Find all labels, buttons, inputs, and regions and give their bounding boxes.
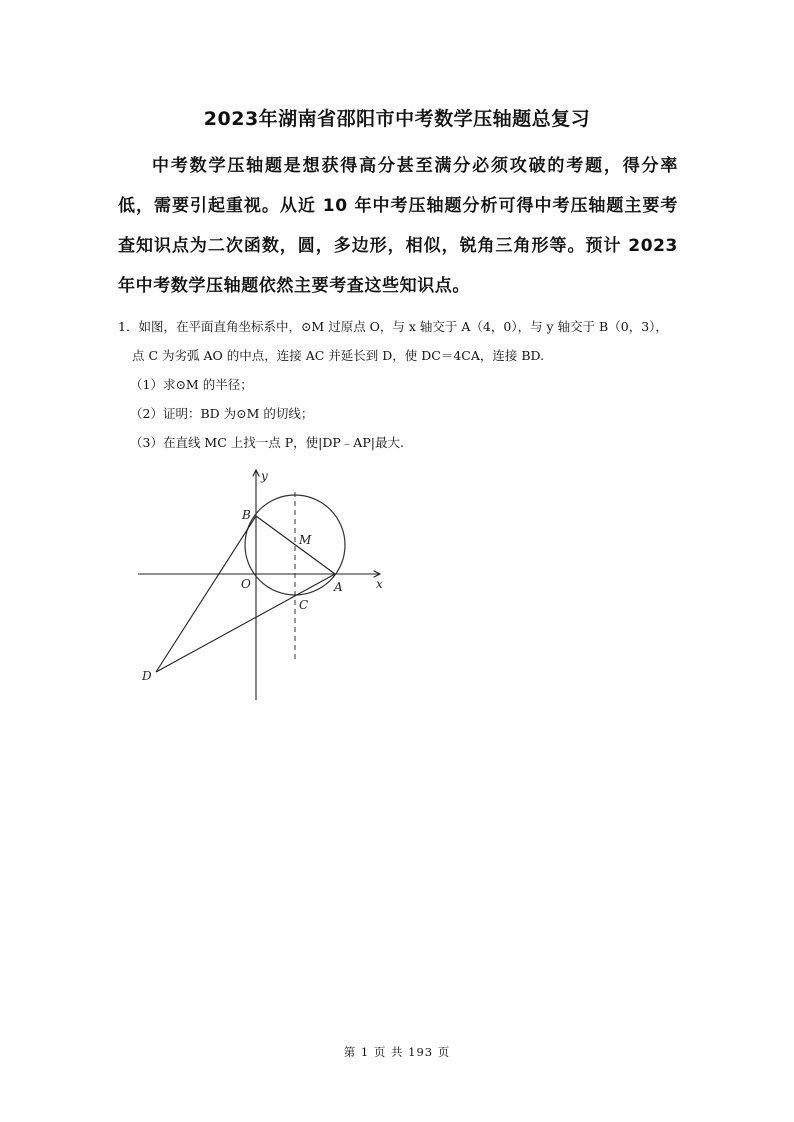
label-a: A (334, 580, 343, 594)
page-title: 2023年湖南省邵阳市中考数学压轴题总复习 (203, 108, 591, 130)
label-b: B (242, 508, 251, 522)
segment-bd (156, 516, 256, 672)
geometry-figure (128, 464, 398, 708)
problem-1 (118, 312, 678, 457)
page-footer: 第 1 页 共 193 页 (343, 1045, 451, 1059)
label-x: x (376, 577, 383, 591)
label-m: M (299, 533, 312, 547)
problem-part-2: （2）证明：BD 为⊙M 的切线； (130, 406, 314, 421)
problem-part-1: （1）求⊙M 的半径； (130, 377, 253, 392)
problem-part-3: （3）在直线 MC 上找一点 P，使|DP﹣AP|最大. (130, 435, 404, 450)
problem-stem: 1．如图，在平面直角坐标系中，⊙M 过原点 O，与 x 轴交于 A（4，0），与 y 轴交于 B（0，3），点 C 为劣弧 AO 的中点，连接 AC 并延长到 D，使 DC＝4CA，连接 BD. (118, 319, 668, 363)
figure-svg (128, 464, 398, 704)
intro-paragraph: 中考数学压轴题是想获得高分甚至满分必须攻破的考题，得分率低，需要引起重视。从近 10 年中考压轴题分析可得中考压轴题主要考查知识点为二次函数，圆，多边形，相似，锐角三角形等。预计 2023 年中考数学压轴题依然主要考查这些知识点。 (118, 156, 678, 296)
label-c: C (299, 598, 309, 612)
label-d: D (142, 669, 152, 683)
label-y: y (261, 469, 268, 483)
label-o: O (241, 577, 251, 591)
